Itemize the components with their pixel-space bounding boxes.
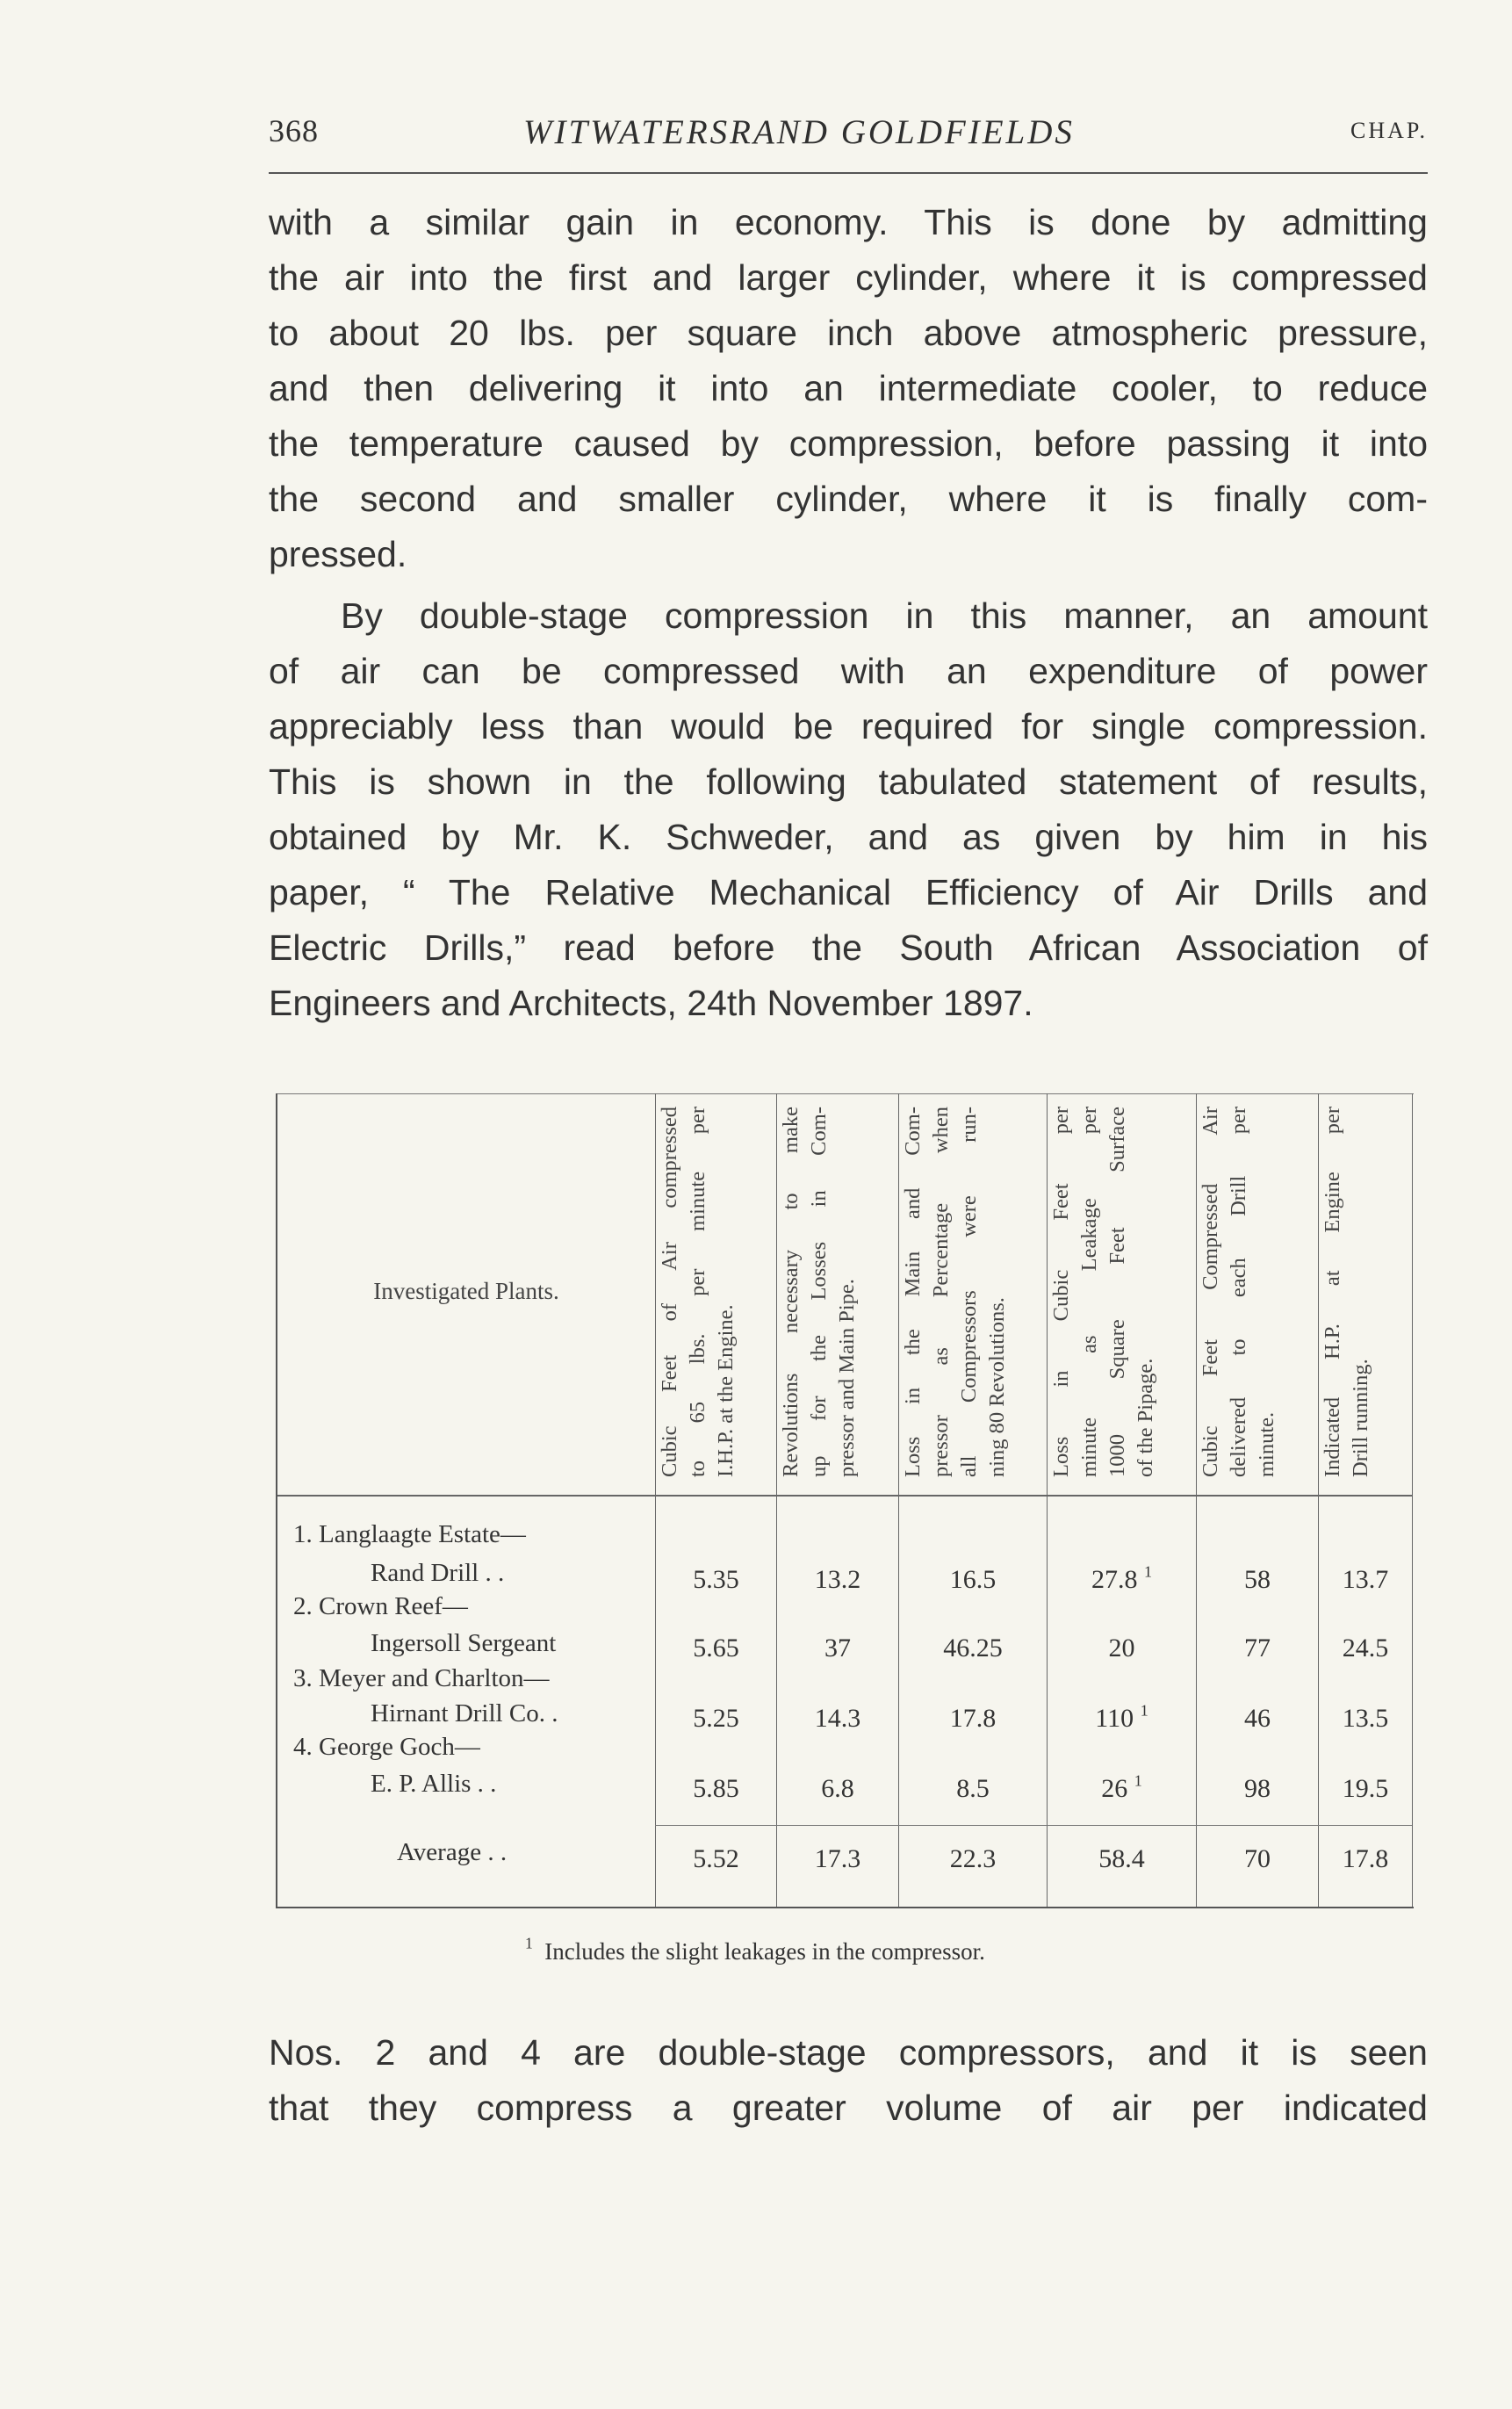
running-header xyxy=(269,112,1428,158)
table-cell: 22.3 xyxy=(949,1844,997,1873)
header-line: of the Pipage. xyxy=(1134,1358,1157,1477)
table-cell: 5.35 xyxy=(693,1565,739,1594)
column-header-leakage xyxy=(1048,1107,1196,1484)
header-line: to 65 lbs. per minute per xyxy=(686,1107,709,1477)
header-line: all Compressors were run- xyxy=(957,1107,981,1477)
text-line: the second and smaller cylinder, where it is finally com- xyxy=(269,479,1428,519)
table-cell: 58.4 xyxy=(1098,1844,1145,1873)
paragraph-3 xyxy=(269,2025,1428,2136)
plant-name: 1. Langlaagte Estate— xyxy=(293,1520,526,1548)
table-cell: 6.8 xyxy=(821,1774,854,1803)
table-top-rule xyxy=(277,1093,1414,1094)
header-line: up for the Losses in Com- xyxy=(807,1107,831,1477)
text-line: to about 20 lbs. per square inch above atmospheric pressure, xyxy=(269,313,1428,353)
footnote-mark: 1 xyxy=(525,1934,533,1952)
table-cell: 5.85 xyxy=(693,1774,739,1803)
table-cell: 5.25 xyxy=(693,1704,739,1733)
table-cell: 20 xyxy=(1108,1634,1135,1662)
header-line: Indicated H.P. at Engine per xyxy=(1321,1107,1344,1477)
text-line: that they compress a greater volume of air per indicated xyxy=(269,2088,1428,2128)
chapter-label: CHAP. xyxy=(1350,118,1428,143)
header-line: I.H.P. at the Engine. xyxy=(714,1304,738,1477)
column-divider xyxy=(1412,1093,1413,1907)
text-line: of air can be compressed with an expenditure of power xyxy=(269,651,1428,691)
text-line: pressed. xyxy=(269,534,407,574)
text-line: paper, “ The Relative Mechanical Efficiency of Air Drills and xyxy=(269,872,1428,912)
plant-equipment: Rand Drill . . xyxy=(371,1559,505,1587)
table-cell: 8.5 xyxy=(956,1774,990,1803)
footnote-mark: 1 xyxy=(1134,1771,1142,1790)
text-line: with a similar gain in economy. This is done by admitting xyxy=(269,202,1428,242)
table-cell: 19.5 xyxy=(1342,1774,1389,1803)
header-line: Cubic Feet Compressed Air xyxy=(1199,1107,1222,1477)
cell-value: 27.8 xyxy=(1091,1565,1138,1594)
table-cell: 13.5 xyxy=(1342,1704,1389,1733)
plant-name: 4. George Goch— xyxy=(293,1733,480,1761)
table-cell: 70 xyxy=(1244,1844,1271,1873)
header-line: Loss in the Main and Com- xyxy=(901,1107,925,1477)
column-header-cubic-feet xyxy=(656,1107,776,1484)
page-number: 368 xyxy=(269,113,319,148)
text-line: the air into the first and larger cylinder, where it is compressed xyxy=(269,257,1428,298)
table-cell xyxy=(1048,1701,1196,1734)
text-line: By double-stage compression in this manner, an amount xyxy=(341,595,1428,636)
table-cell: 77 xyxy=(1244,1634,1271,1662)
text-line: This is shown in the following tabulated statement of results, xyxy=(269,761,1428,802)
header-line: Revolutions necessary to make xyxy=(779,1107,803,1477)
paragraph-1 xyxy=(269,195,1428,582)
text-line: the temperature caused by compression, before passing it into xyxy=(269,423,1428,464)
table-cell: 5.65 xyxy=(693,1634,739,1662)
header-rule xyxy=(269,172,1428,174)
plant-equipment: Ingersoll Sergeant xyxy=(371,1629,557,1657)
header-line: pressor and Main Pipe. xyxy=(835,1279,859,1477)
footnote-mark: 1 xyxy=(1144,1562,1152,1581)
results-table xyxy=(276,1093,1414,1908)
header-line: ning 80 Revolutions. xyxy=(985,1297,1009,1477)
table-cell: 24.5 xyxy=(1342,1634,1389,1662)
header-line: delivered to each Drill per xyxy=(1227,1107,1250,1477)
table-cell xyxy=(1048,1562,1196,1595)
header-rule-plants xyxy=(277,1495,655,1497)
table-cell: 5.52 xyxy=(693,1844,739,1873)
text-line: Electric Drills,” read before the South African Association of xyxy=(269,927,1428,968)
table-cell: 13.7 xyxy=(1342,1565,1389,1594)
text-line: Engineers and Architects, 24th November 1897. xyxy=(269,983,1033,1023)
plants-column-header: Investigated Plants. xyxy=(373,1278,559,1304)
table-cell: 58 xyxy=(1244,1565,1271,1594)
average-label: Average . . xyxy=(397,1838,508,1866)
average-rule xyxy=(655,1825,1412,1826)
table-cell: 13.2 xyxy=(814,1565,861,1594)
header-line: Loss in Cubic Feet per xyxy=(1049,1107,1073,1477)
plant-name: 3. Meyer and Charlton— xyxy=(293,1664,550,1692)
table-cell: 46 xyxy=(1244,1704,1271,1733)
text-line: obtained by Mr. K. Schweder, and as given by him in his xyxy=(269,817,1428,857)
text-line: and then delivering it into an intermediate cooler, to reduce xyxy=(269,368,1428,408)
footnote xyxy=(525,1934,985,1965)
table-cell: 17.3 xyxy=(814,1844,861,1873)
column-header-revolutions xyxy=(777,1107,898,1484)
text-line: appreciably less than would be required for single compression. xyxy=(269,706,1428,747)
paragraph-2 xyxy=(269,588,1428,1031)
table-cell: 46.25 xyxy=(943,1634,1003,1662)
plant-name: 2. Crown Reef— xyxy=(293,1592,468,1620)
header-line: minute. xyxy=(1255,1411,1278,1477)
header-line: Drill running. xyxy=(1349,1359,1372,1477)
column-header-air-per-drill xyxy=(1197,1107,1318,1484)
cell-value: 26 xyxy=(1101,1774,1128,1803)
running-title: WITWATERSRAND GOLDFIELDS xyxy=(523,113,1075,151)
table-cell: 98 xyxy=(1244,1774,1271,1803)
header-rule-values xyxy=(655,1495,1412,1497)
cell-value: 110 xyxy=(1095,1704,1134,1733)
column-header-loss-percentage xyxy=(899,1107,1047,1484)
header-line: minute as Leakage per xyxy=(1077,1107,1101,1477)
plant-equipment: E. P. Allis . . xyxy=(371,1770,497,1798)
table-cell: 17.8 xyxy=(1342,1844,1389,1873)
table-cell: 14.3 xyxy=(814,1704,861,1733)
text-line: Nos. 2 and 4 are double-stage compressors, and it is seen xyxy=(269,2032,1428,2073)
table-cell: 17.8 xyxy=(949,1704,997,1733)
header-line: pressor as Percentage when xyxy=(929,1107,953,1477)
header-line: Cubic Feet of Air compressed xyxy=(658,1107,681,1477)
table-cell: 16.5 xyxy=(949,1565,997,1594)
footnote-mark: 1 xyxy=(1140,1701,1148,1720)
header-line: 1000 Square Feet Surface xyxy=(1105,1107,1129,1477)
footnote-text: Includes the slight leakages in the compressor. xyxy=(544,1938,985,1965)
column-header-indicated-hp xyxy=(1319,1107,1412,1484)
table-cell: 37 xyxy=(824,1634,851,1662)
table-cell xyxy=(1048,1771,1196,1804)
plant-equipment: Hirnant Drill Co. . xyxy=(371,1699,558,1727)
